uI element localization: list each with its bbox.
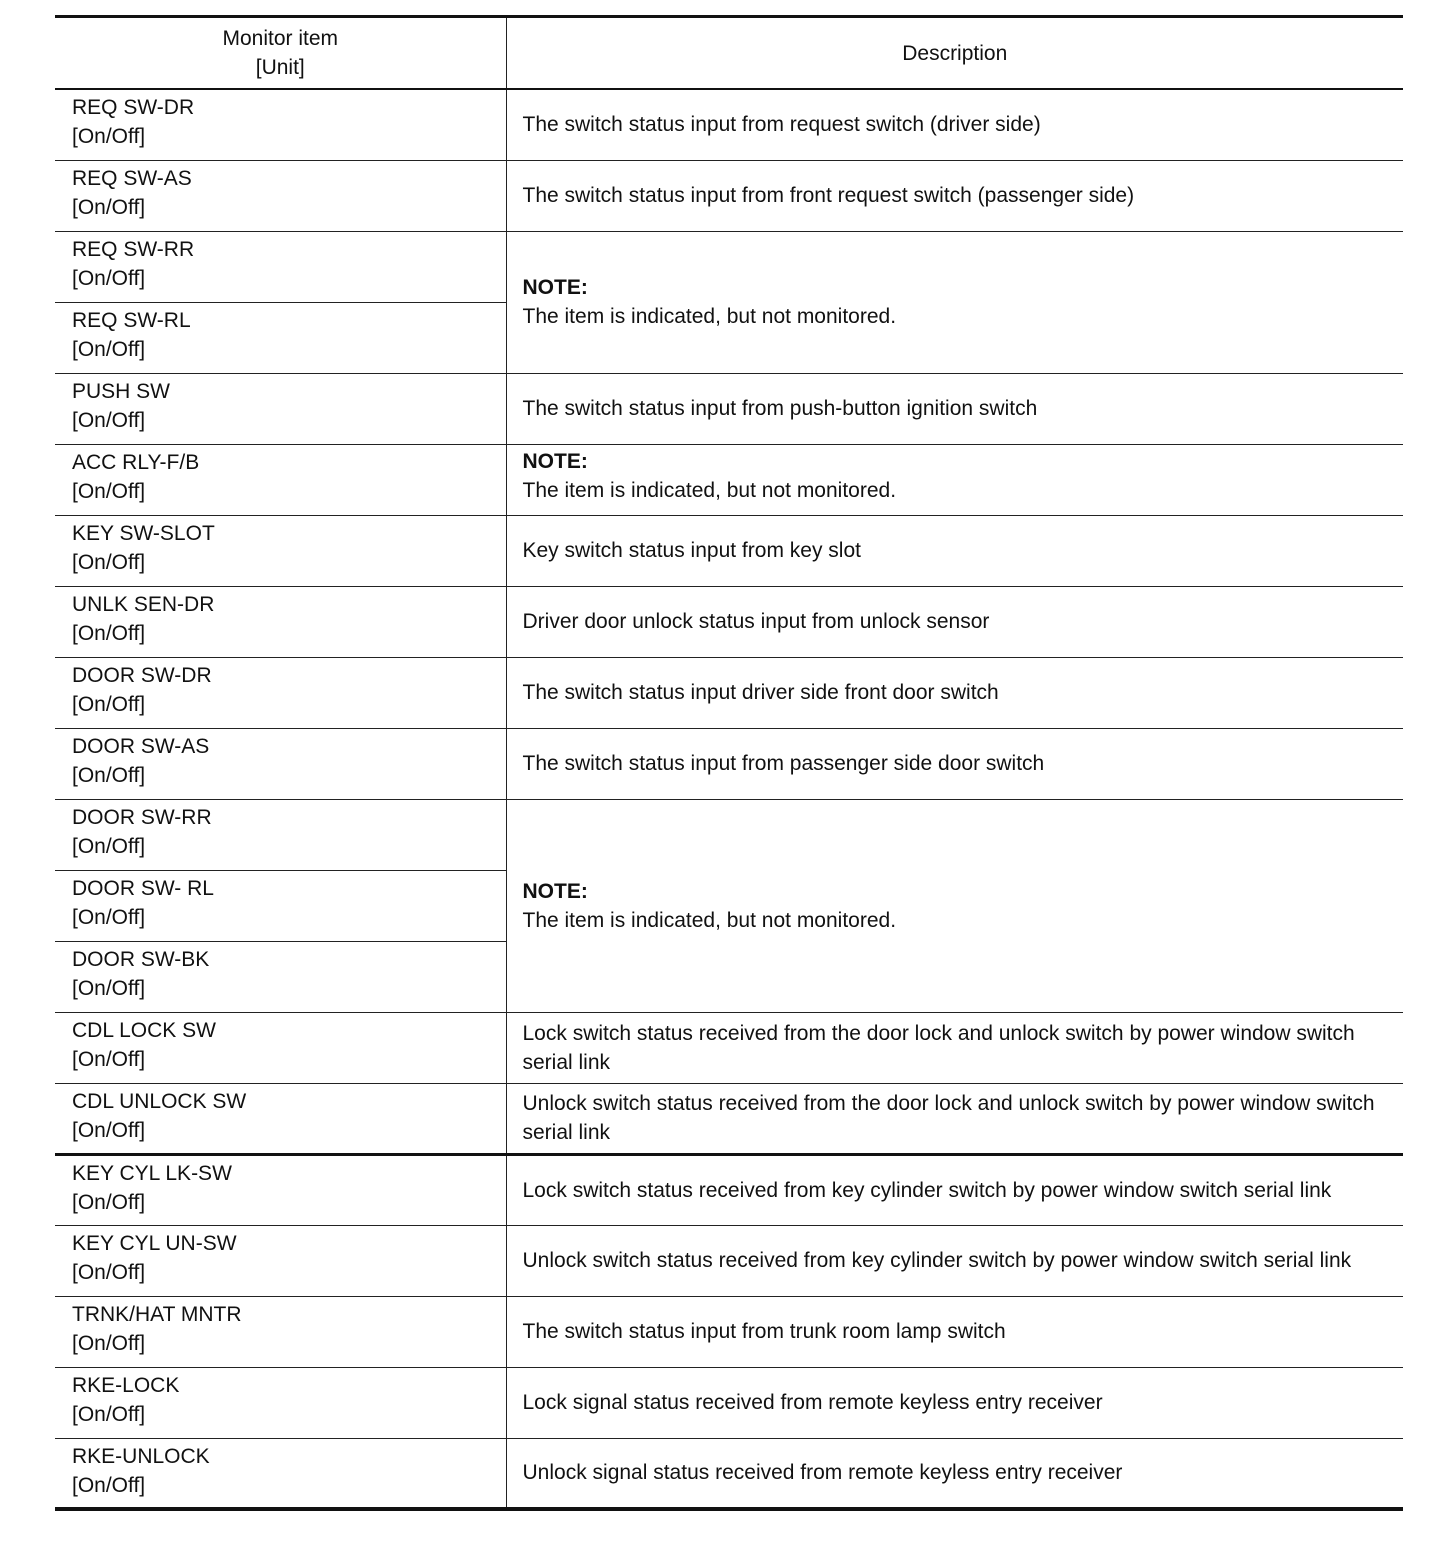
monitor-item-unit: [On/Off] (72, 408, 146, 432)
table-row (55, 444, 1403, 515)
monitor-item-name: DOOR SW- RL (72, 876, 214, 900)
monitor-item-name: UNLK SEN-DR (72, 592, 215, 616)
description-cell: Unlock signal status received from remote keyless entry receiver (506, 1438, 1403, 1509)
note-cell (506, 444, 1403, 515)
monitor-item-cell (55, 444, 506, 515)
monitor-item-cell (55, 373, 506, 444)
note-text: The item is indicated, but not monitored. (522, 478, 897, 502)
monitor-item-unit: [On/Off] (72, 1047, 146, 1071)
monitor-item-name: KEY CYL LK-SW (72, 1161, 232, 1185)
monitor-item-cell (55, 1225, 506, 1296)
description-cell: The switch status input from front request switch (passenger side) (506, 160, 1403, 231)
table-row (55, 1012, 1403, 1083)
monitor-item-cell (55, 870, 506, 941)
note-text: The item is indicated, but not monitored. (522, 908, 897, 932)
description-cell: The switch status input from trunk room lamp switch (506, 1296, 1403, 1367)
monitor-item-cell (55, 586, 506, 657)
header-unit-label: [Unit] (255, 56, 305, 79)
description-cell: Lock switch status received from the door lock and unlock switch by power window switch serial link (506, 1012, 1403, 1083)
monitor-item-cell (55, 1367, 506, 1438)
note-cell (506, 799, 1403, 1012)
monitor-item-unit: [On/Off] (72, 1260, 146, 1284)
monitor-item-unit: [On/Off] (72, 834, 146, 858)
table-row (55, 373, 1403, 444)
monitor-item-name: CDL LOCK SW (72, 1018, 216, 1042)
monitor-item-unit: [On/Off] (72, 125, 146, 148)
monitor-item-cell (55, 1438, 506, 1509)
header-monitor-item-label: Monitor item (222, 27, 339, 50)
monitor-item-unit: [On/Off] (72, 479, 146, 503)
description-cell: The switch status input from push-button ignition switch (506, 373, 1403, 444)
table-row (55, 728, 1403, 799)
monitor-item-cell (55, 1296, 506, 1367)
monitor-item-name: REQ SW-RR (72, 237, 195, 261)
table-row (55, 1438, 1403, 1509)
monitor-item-name: DOOR SW-AS (72, 734, 210, 758)
table-row (55, 657, 1403, 728)
monitor-item-cell (55, 657, 506, 728)
monitor-item-cell (55, 728, 506, 799)
monitor-item-name: DOOR SW-RR (72, 805, 212, 829)
monitor-item-cell (55, 1154, 506, 1225)
table-row (55, 586, 1403, 657)
monitor-item-unit: [On/Off] (72, 337, 146, 361)
monitor-item-table (55, 15, 1403, 1511)
monitor-item-name: CDL UNLOCK SW (72, 1089, 247, 1113)
monitor-item-name: DOOR SW-DR (72, 663, 212, 687)
monitor-item-name: REQ SW-AS (72, 166, 192, 190)
table-row (55, 1083, 1403, 1154)
table-row (55, 799, 1403, 870)
table-row (55, 1225, 1403, 1296)
monitor-item-unit: [On/Off] (72, 692, 146, 716)
monitor-item-name: RKE-LOCK (72, 1373, 180, 1397)
monitor-item-cell (55, 941, 506, 1012)
note-text: The item is indicated, but not monitored. (522, 305, 897, 328)
monitor-item-name: KEY CYL UN-SW (72, 1231, 237, 1255)
table-row (55, 89, 1403, 160)
monitor-item-name: ACC RLY-F/B (72, 450, 200, 474)
description-cell: Driver door unlock status input from unlock sensor (506, 586, 1403, 657)
monitor-item-name: REQ SW-DR (72, 96, 195, 119)
note-cell (506, 231, 1403, 373)
monitor-item-unit: [On/Off] (72, 905, 146, 929)
monitor-item-cell (55, 515, 506, 586)
monitor-item-cell (55, 302, 506, 373)
monitor-item-unit: [On/Off] (72, 976, 146, 1000)
header-monitor-item (55, 17, 506, 90)
note-label: NOTE: (522, 449, 588, 473)
monitor-item-name: PUSH SW (72, 379, 171, 403)
monitor-item-unit: [On/Off] (72, 195, 146, 219)
monitor-item-unit: [On/Off] (72, 1118, 146, 1142)
monitor-item-cell (55, 799, 506, 870)
description-cell: Lock signal status received from remote keyless entry receiver (506, 1367, 1403, 1438)
table-header-row (55, 17, 1403, 90)
monitor-item-cell (55, 160, 506, 231)
monitor-item-cell (55, 89, 506, 160)
description-cell: Lock switch status received from key cylinder switch by power window switch serial link (506, 1154, 1403, 1225)
monitor-item-unit: [On/Off] (72, 1402, 146, 1426)
description-cell: The switch status input from request switch (driver side) (506, 89, 1403, 160)
monitor-item-unit: [On/Off] (72, 1473, 146, 1497)
table-row (55, 1296, 1403, 1367)
table-row (55, 515, 1403, 586)
monitor-item-name: DOOR SW-BK (72, 947, 210, 971)
monitor-item-unit: [On/Off] (72, 266, 146, 290)
monitor-item-unit: [On/Off] (72, 1331, 146, 1355)
header-description: Description (506, 17, 1403, 90)
description-cell: The switch status input driver side front door switch (506, 657, 1403, 728)
monitor-item-cell (55, 231, 506, 302)
monitor-item-unit: [On/Off] (72, 763, 146, 787)
monitor-item-unit: [On/Off] (72, 1190, 146, 1214)
description-cell: The switch status input from passenger side door switch (506, 728, 1403, 799)
description-cell: Key switch status input from key slot (506, 515, 1403, 586)
monitor-item-name: REQ SW-RL (72, 308, 191, 332)
note-label: NOTE: (522, 879, 588, 903)
description-cell: Unlock switch status received from the door lock and unlock switch by power window switch serial link (506, 1083, 1403, 1154)
monitor-item-unit: [On/Off] (72, 621, 146, 645)
table-row (55, 1367, 1403, 1438)
description-cell: Unlock switch status received from key cylinder switch by power window switch serial link (506, 1225, 1403, 1296)
monitor-item-name: RKE-UNLOCK (72, 1444, 210, 1468)
table-row (55, 160, 1403, 231)
table-row (55, 1154, 1403, 1225)
note-label: NOTE: (522, 276, 588, 299)
monitor-item-name: KEY SW-SLOT (72, 521, 215, 545)
monitor-item-cell (55, 1012, 506, 1083)
table-row (55, 231, 1403, 302)
monitor-item-unit: [On/Off] (72, 550, 146, 574)
monitor-item-name: TRNK/HAT MNTR (72, 1302, 242, 1326)
monitor-item-cell (55, 1083, 506, 1154)
